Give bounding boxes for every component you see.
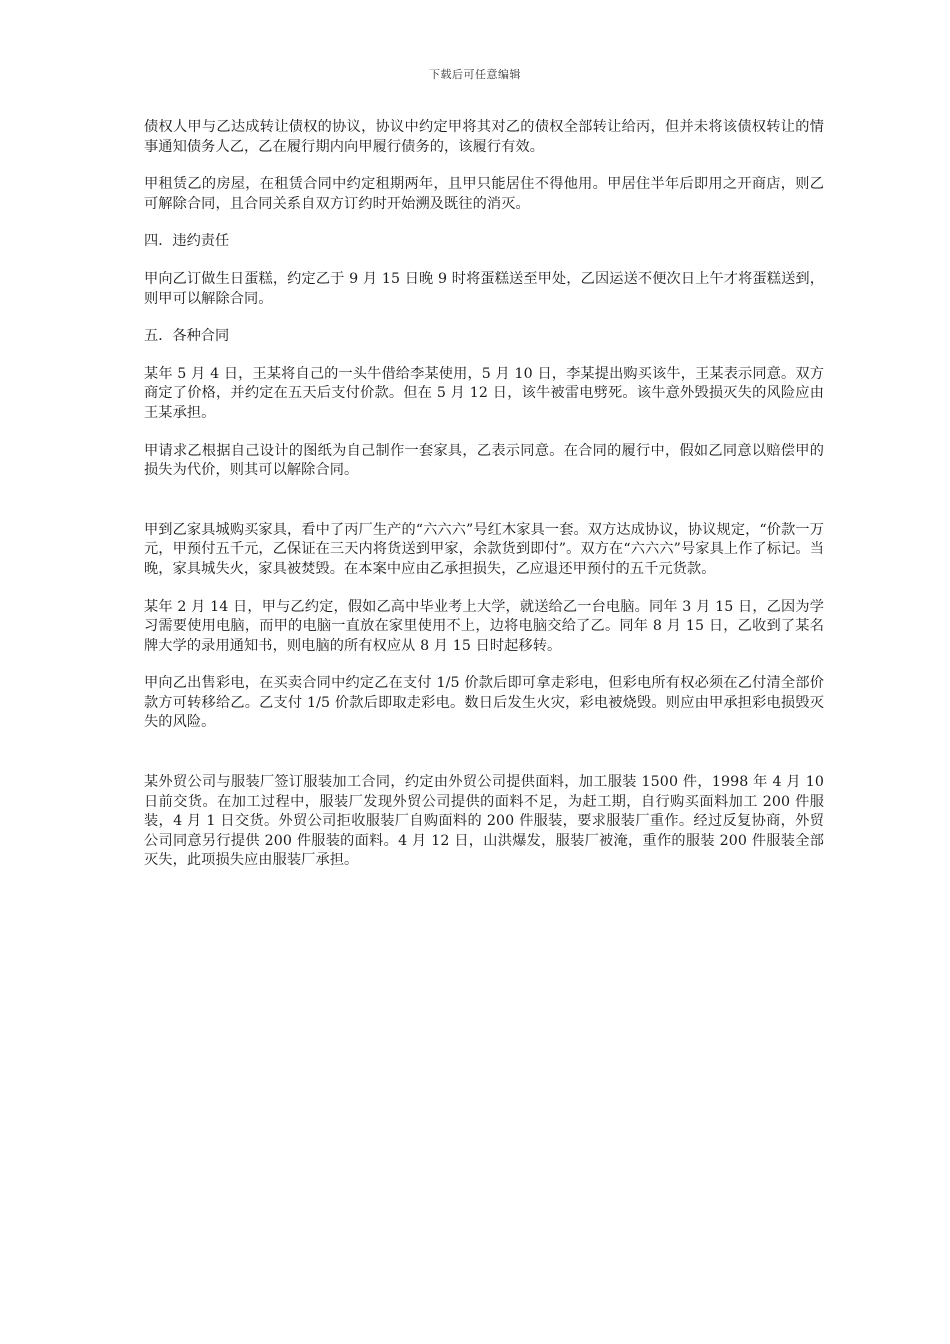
page-header: 下载后可任意编辑 — [429, 68, 521, 81]
section-heading-contracts: 五．各种合同 — [144, 328, 230, 345]
paragraph-computer-gift: 某年 2 月 14 日，甲与乙约定，假如乙高中毕业考上大学，就送给乙一台电脑。同年 3 月 15 日，乙因为学习需要使用电脑，而甲的电脑一直放在家里使用不上，边将电脑交给了乙。同年 8 月 15 日，乙收到了某名牌大学的录用通知书，则电脑的所有权应从 8 月 15 日时起移转。 — [144, 598, 824, 654]
paragraph-lease: 甲租赁乙的房屋，在租赁合同中约定租期两年，且甲只能居住不得他用。甲居住半年后即用之开商店，则乙可解除合同，且合同关系自双方订约时开始溯及既往的消灭。 — [144, 176, 824, 212]
paragraph-tv-sale: 甲向乙出售彩电，在买卖合同中约定乙在支付 1/5 价款后即可拿走彩电，但彩电所有权必须在乙付清全部价款方可转移给乙。乙支付 1/5 价款后即取走彩电。数日后发生火灾，彩电被烧毁。则应由甲承担彩电损毁灭失的风险。 — [144, 675, 824, 731]
paragraph-garment-contract: 某外贸公司与服装厂签订服装加工合同，约定由外贸公司提供面料，加工服装 1500 件，1998 年 4 月 10 日前交货。在加工过程中，服装厂发现外贸公司提供的面料不足，为赶工期，自行购买面料加工 200 件服装，4 月 1 日交货。外贸公司拒收服装厂自购面料的 200 件服装，要求服装厂重作。经过反复协商，外贸公司同意另行提供 200 件服装的面料。4 月 12 日，山洪爆发，服装厂被淹，重作的服装 200 件服装全部灭失，此项损失应由服装厂承担。 — [144, 774, 824, 869]
paragraph-furniture-design: 甲请求乙根据自己设计的图纸为自己制作一套家具，乙表示同意。在合同的履行中，假如乙同意以赔偿甲的损失为代价，则其可以解除合同。 — [144, 442, 824, 479]
paragraph-debt-transfer: 债权人甲与乙达成转让债权的协议，协议中约定甲将其对乙的债权全部转让给丙，但并未将该债权转让的情事通知债务人乙，乙在履行期内向甲履行债务的，该履行有效。 — [144, 119, 824, 155]
paragraph-cake: 甲向乙订做生日蛋糕，约定乙于 9 月 15 日晚 9 时将蛋糕送至甲处，乙因运送不便次日上午才将蛋糕送到，则甲可以解除合同。 — [144, 270, 824, 307]
document-body — [144, 118, 824, 889]
paragraph-cow: 某年 5 月 4 日，王某将自己的一头牛借给李某使用，5 月 10 日，李某提出购买该牛，王某表示同意。双方商定了价格，并约定在五天后支付价款。但在 5 月 12 日，该牛被雷电劈死。该牛意外毁损灭失的风险应由王某承担。 — [144, 365, 824, 421]
paragraph-furniture-store: 甲到乙家具城购买家具，看中了丙厂生产的“六六六”号红木家具一套。双方达成协议，协议规定，“价款一万元，甲预付五千元，乙保证在三天内将货送到甲家，余款货到即付”。双方在“六六六”号家具上作了标记。当晚，家具城失火，家具被焚毁。在本案中应由乙承担损失，乙应退还甲预付的五千元货款。 — [144, 521, 824, 577]
section-heading-breach: 四．违约责任 — [144, 233, 230, 250]
